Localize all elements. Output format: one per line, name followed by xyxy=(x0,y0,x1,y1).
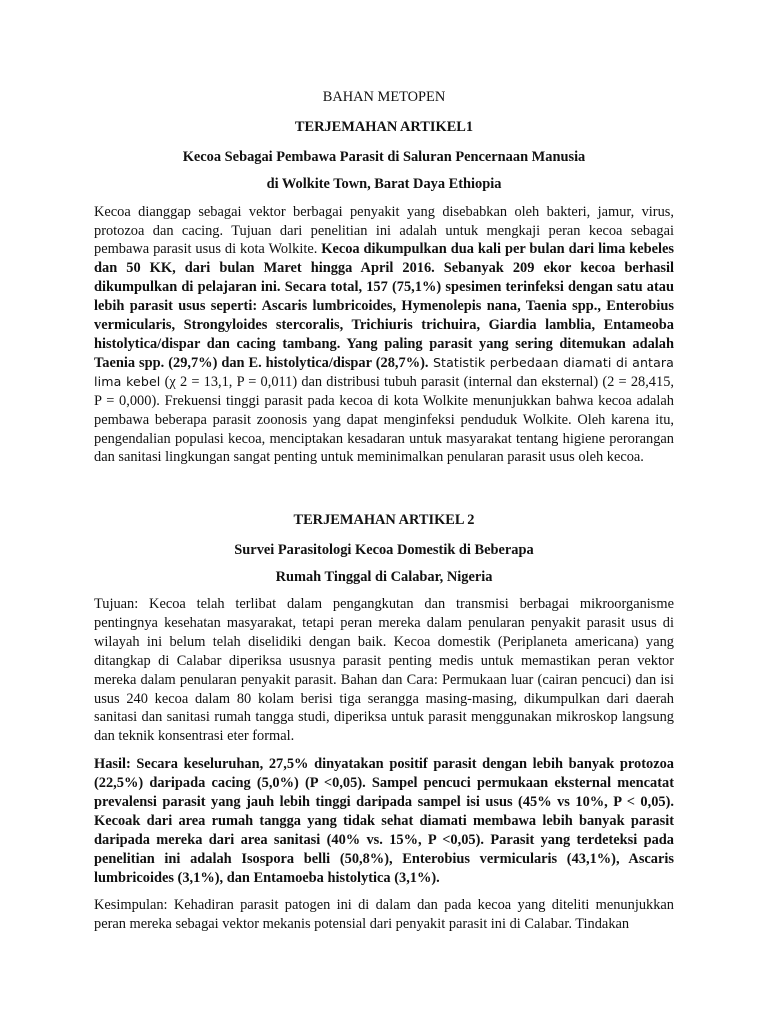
article2-label: TERJEMAHAN ARTIKEL 2 xyxy=(293,512,475,529)
article1-text-bold-results: Kecoa dikumpulkan dua kali per bulan dari lima kebeles dan 50 KK, dari bulan Maret hingga April 2016. Sebanyak 209 ekor kecoa berhasil dikumpulkan di pelajaran ini. Secara total, 157 (75,1%) spesimen terinfeksi dengan satu atau lebih parasit usus seperti: Ascaris lumbricoides, Hymenolepis nana, Taenia spp., Enterobius vermicularis, Strongyloides stercoralis, Trichiuris trichuira, Giardia lamblia, Entameoba histolytica/dispar dan cacing tambang. Yang paling parasit yang sering ditemukan adalah Taenia spp. (29,7%) dan E. histolytica/dispar (28,7%). xyxy=(94,241,674,371)
article2-title-line2: Rumah Tinggal di Calabar, Nigeria xyxy=(275,569,493,586)
article1-abstract xyxy=(94,203,674,468)
document-body xyxy=(94,88,674,933)
article2-results-paragraph: Hasil: Secara keseluruhan, 27,5% dinyatakan positif parasit dengan lebih banyak protozoa (22,5%) daripada cacing (5,0%) (P <0,05). Sampel pencuci permukaan eksternal mencatat prevalensi parasit yang jauh lebih tinggi daripada sampel isi usus (45% vs 10%, P < 0,05). Kecoak dari area rumah tangga yang tidak sehat diamati membawa lebih banyak parasit daripada mereka dari area sanitasi (40% vs. 15%, P <0,05). Parasit yang terdeteksi pada penelitian ini adalah Isospora belli (50,8%), Enterobius vermicularis (43,1%), Ascaris lumbricoides (3,1%), dan Entamoeba histolytica (3,1%). xyxy=(94,756,674,886)
document-title: BAHAN METOPEN xyxy=(322,89,446,105)
article1-text-conclusion: (χ 2 = 13,1, P = 0,011) dan distribusi tubuh parasit (internal dan eksternal) (2 = 28,415, P = 0,000). Frekuensi tinggi parasit pada kecoa di kota Wolkite menunjukkan bahwa kecoa adalah pembawa beberapa parasit zoonosis yang dapat menginfeksi penduduk Wolkite. Oleh karena itu, pengendalian populasi kecoa, menciptakan kesadaran untuk masyarakat tentang higiene perorangan dan sanitasi lingkungan sangat penting untuk meminimalkan penularan parasit usus oleh kecoa. xyxy=(94,373,674,466)
article2-objective-paragraph: Tujuan: Kecoa telah terlibat dalam pengangkutan dan transmisi berbagai mikroorganisme pentingnya kesehatan masyarakat, tetapi peran mereka dalam penularan penyakit parasit usus di wilayah ini belum telah diselidiki dengan baik. Kecoa domestik (Periplaneta americana) yang ditangkap di Calabar diperiksa ususnya parasit penting medis untuk memastikan peran vektor mereka dalam penularan penyakit parasit. Bahan dan Cara: Permukaan luar (cairan pencuci) dan isi usus 240 kecoa dalam 80 kolam berisi tiga serangga masing-masing, dikumpulkan dari daerah sanitasi dan sanitasi rumah tangga studi, diperiksa untuk parasit menggunakan mikroskop langsung dan teknik konsentrasi eter formal. xyxy=(94,596,674,745)
article1-title-line1: Kecoa Sebagai Pembawa Parasit di Saluran Pencernaan Manusia xyxy=(182,148,586,165)
article1-text-statistic: Statistik perbedaan diamati di antara lima kebel xyxy=(94,354,674,389)
article2-conclusion-paragraph: Kesimpulan: Kehadiran parasit patogen ini di dalam dan pada kecoa yang diteliti menunjukkan peran mereka sebagai vektor mekanis potensial dari penyakit parasit ini di Calabar. Tindakan xyxy=(94,896,674,932)
article1-title-line2: di Wolkite Town, Barat Daya Ethiopia xyxy=(266,175,502,192)
article2-title-line1: Survei Parasitologi Kecoa Domestik di Beberapa xyxy=(234,542,534,559)
article1-text-intro: Kecoa dianggap sebagai vektor berbagai penyakit yang disebabkan oleh bakteri, jamur, virus, protozoa dan cacing. Tujuan dari penelitian ini adalah untuk mengkaji peran kecoa sebagai pembawa parasit usus di kota Wolkite. xyxy=(94,203,674,258)
article1-label: TERJEMAHAN ARTIKEL1 xyxy=(294,118,474,135)
